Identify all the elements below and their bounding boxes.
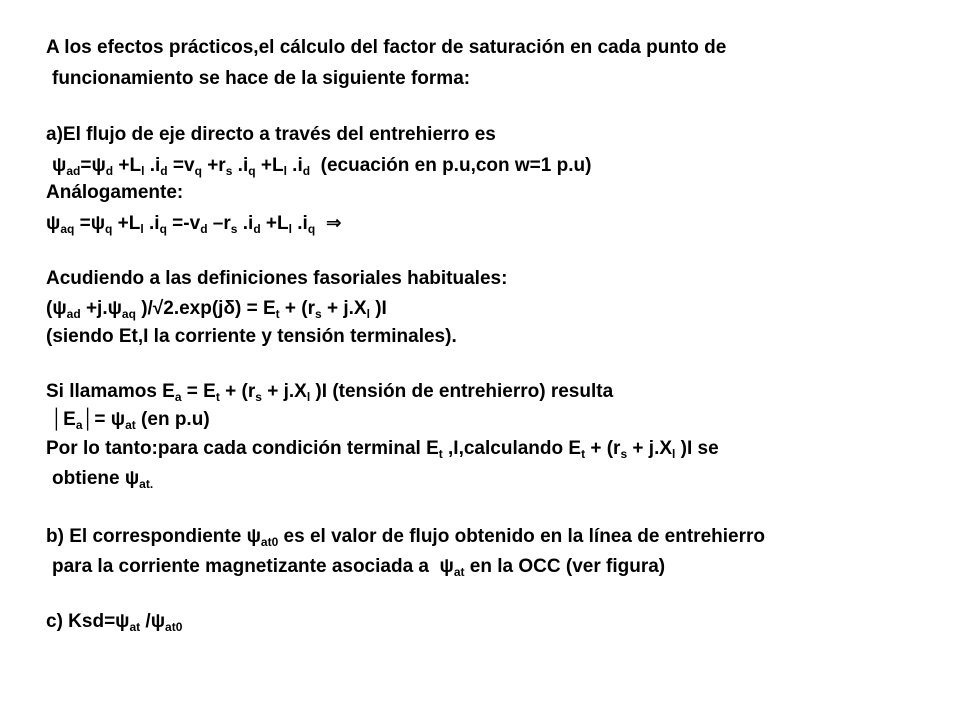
- formula-text: + j.X: [261, 381, 307, 402]
- formula-subscript: l: [140, 222, 144, 236]
- formula-subscript: q: [307, 222, 316, 236]
- phasor-definitions-label: Acudiendo a las definiciones fasoriales habituales:: [46, 268, 508, 289]
- formula-text: (ecuación en p.u,con w=1 p.u): [310, 155, 592, 176]
- terminal-note: (siendo Et,I la corriente y tensión terminales).: [46, 326, 457, 347]
- intro-line-1: A los efectos prácticos,el cálculo del factor de saturación en cada punto de: [46, 37, 727, 58]
- formula-text: .i: [291, 213, 308, 234]
- formula-text: + (r: [279, 298, 315, 319]
- formula-subscript: l: [672, 447, 676, 461]
- formula-text: + (r: [585, 438, 621, 459]
- formula-text: │= ψ: [82, 409, 126, 430]
- procedure-line-1: [46, 437, 719, 461]
- formula-text: .i: [144, 155, 161, 176]
- formula-subscript: q: [159, 222, 167, 236]
- equation-ea-definition: [46, 380, 613, 404]
- formula-text: )I se: [675, 438, 719, 459]
- formula-text: es el valor de flujo obtenido en la línea de entrehierro: [278, 526, 765, 547]
- formula-text: (en p.u): [135, 409, 210, 430]
- formula-text: =ψ: [80, 155, 106, 176]
- formula-text: + j.X: [627, 438, 673, 459]
- formula-subscript: s: [315, 307, 322, 321]
- item-b-line-1: [46, 525, 765, 549]
- formula-subscript: d: [302, 164, 311, 178]
- equation-psi-ad: [52, 154, 591, 178]
- formula-subscript: l: [366, 307, 370, 321]
- formula-subscript: t: [581, 447, 586, 461]
- item-a-heading: a)El flujo de eje directo a través del entrehierro es: [46, 124, 496, 145]
- formula-text: )I (tensión de entrehierro) resulta: [310, 381, 614, 402]
- formula-subscript: l: [283, 164, 287, 178]
- equation-psi-aq: [46, 212, 342, 236]
- formula-subscript: at: [129, 620, 141, 634]
- item-c-ksd-formula: [46, 610, 182, 634]
- formula-text: c) Ksd=ψ: [46, 611, 130, 632]
- formula-text: +j.ψ: [80, 298, 122, 319]
- formula-text: )/√2.exp(jδ) = E: [135, 298, 276, 319]
- formula-subscript: l: [306, 390, 311, 404]
- formula-subscript: ad: [66, 307, 81, 321]
- formula-text: +L: [112, 213, 141, 234]
- formula-text: + (r: [219, 381, 256, 402]
- formula-subscript: ad: [66, 164, 81, 178]
- formula-text: + j.X: [321, 298, 367, 319]
- formula-text: =v: [167, 155, 195, 176]
- formula-text: en la OCC (ver figura): [464, 556, 666, 577]
- formula-subscript: aq: [121, 307, 136, 321]
- formula-subscript: t: [438, 447, 443, 461]
- formula-text: b) El correspondiente ψ: [46, 526, 261, 547]
- formula-subscript: at0: [260, 535, 279, 549]
- formula-text: Si llamamos E: [46, 381, 175, 402]
- formula-text: ψ: [46, 213, 61, 234]
- formula-text: (ψ: [46, 298, 67, 319]
- formula-text: ,I,calculando E: [442, 438, 582, 459]
- formula-text: =ψ: [74, 213, 106, 234]
- formula-text: = E: [181, 381, 216, 402]
- formula-text: –r: [207, 213, 231, 234]
- formula-text: ψ: [52, 155, 67, 176]
- formula-subscript: s: [225, 164, 233, 178]
- formula-subscript: t: [275, 307, 280, 321]
- formula-text: obtiene ψ: [52, 468, 140, 489]
- formula-subscript: q: [248, 164, 256, 178]
- formula-text: +L: [113, 155, 142, 176]
- formula-text: .i: [286, 155, 303, 176]
- formula-text: )I: [369, 298, 387, 319]
- formula-subscript: l: [288, 222, 292, 236]
- formula-text: ⇒: [315, 213, 342, 234]
- formula-subscript: q: [105, 222, 113, 236]
- formula-subscript: s: [620, 447, 628, 461]
- formula-text: .i: [237, 213, 254, 234]
- formula-text: =-v: [166, 213, 201, 234]
- formula-text: +L: [260, 213, 289, 234]
- formula-subscript: d: [160, 164, 168, 178]
- formula-subscript: q: [194, 164, 202, 178]
- formula-subscript: s: [255, 390, 262, 404]
- formula-subscript: at: [453, 565, 465, 579]
- formula-subscript: t: [215, 390, 220, 404]
- analogamente-label: Análogamente:: [46, 182, 184, 203]
- equation-phasor: [46, 297, 387, 321]
- equation-ea-magnitude: [46, 408, 210, 432]
- formula-subscript: d: [200, 222, 208, 236]
- formula-subscript: s: [230, 222, 238, 236]
- formula-text: .i: [232, 155, 249, 176]
- item-b-line-2: [52, 555, 665, 579]
- formula-subscript: aq: [60, 222, 75, 236]
- formula-subscript: at0: [165, 620, 183, 634]
- formula-subscript: d: [253, 222, 261, 236]
- formula-subscript: l: [141, 164, 145, 178]
- formula-subscript: a: [174, 390, 182, 404]
- formula-text: para la corriente magnetizante asociada a ψ: [52, 556, 454, 577]
- formula-subscript: d: [105, 164, 114, 178]
- procedure-line-2: [52, 467, 153, 491]
- formula-subscript: a: [75, 418, 83, 432]
- formula-text: +L: [255, 155, 284, 176]
- formula-text: Por lo tanto:para cada condición terminal E: [46, 438, 439, 459]
- formula-text: .i: [143, 213, 160, 234]
- formula-text: │E: [46, 409, 76, 430]
- intro-line-2: funcionamiento se hace de la siguiente forma:: [52, 68, 471, 89]
- formula-text: /ψ: [140, 611, 166, 632]
- formula-subscript: at: [125, 418, 136, 432]
- formula-text: +r: [201, 155, 226, 176]
- formula-subscript: at.: [139, 477, 154, 491]
